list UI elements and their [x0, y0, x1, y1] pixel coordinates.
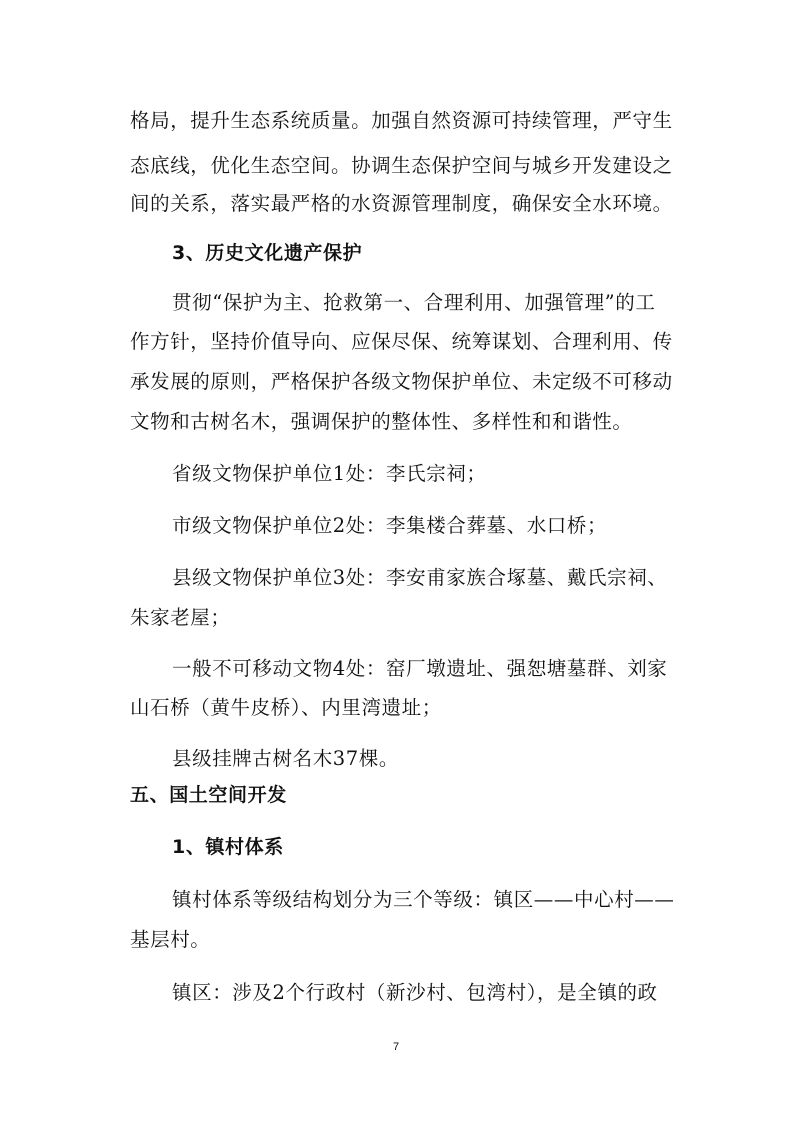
general-relic-item: 一般不可移动文物4处：窑厂墩遗址、强恕塘墓群、刘家 — [172, 657, 668, 680]
paragraph-line: 文物和古树名木，强调保护的整体性、多样性和和谐性。 — [130, 410, 633, 433]
paragraph-line: 镇村体系等级结构划分为三个等级：镇区——中心村—— — [172, 888, 675, 911]
general-relic-item-cont: 山石桥（黄牛皮桥）、内里湾遗址； — [130, 696, 442, 719]
page-number: 7 — [393, 1041, 400, 1053]
city-heritage-item: 市级文物保护单位2处：李集楼合葬墓、水口桥； — [172, 514, 608, 537]
provincial-heritage-item: 省级文物保护单位1处：李氏宗祠； — [172, 462, 487, 485]
paragraph-line: 态底线，优化生态空间。协调生态保护空间与城乡开发建设之 — [130, 154, 673, 177]
subsection-heading-town-system: 1、镇村体系 — [172, 836, 284, 858]
paragraph-line: 作方针，坚持价值导向、应保尽保、统筹谋划、合理利用、传 — [130, 330, 673, 353]
county-heritage-item-cont: 朱家老屋； — [130, 606, 231, 629]
paragraph-line: 间的关系，落实最严格的水资源管理制度，确保安全水环境。 — [130, 192, 673, 215]
county-heritage-item: 县级文物保护单位3处：李安甫家族合塚墓、戴氏宗祠、 — [172, 566, 668, 589]
paragraph-line: 格局，提升生态系统质量。加强自然资源可持续管理，严守生 — [130, 109, 673, 132]
section-heading-land-space: 五、国土空间开发 — [130, 784, 287, 806]
paragraph-line: 镇区：涉及2个行政村（新沙村、包湾村），是全镇的政 — [172, 981, 658, 1004]
ancient-trees-item: 县级挂牌古树名木37棵。 — [172, 747, 400, 770]
subsection-heading-heritage: 3、历史文化遗产保护 — [172, 242, 363, 264]
paragraph-line: 承发展的原则，严格保护各级文物保护单位、未定级不可移动 — [130, 370, 673, 393]
paragraph-line: 基层村。 — [130, 928, 211, 951]
paragraph-line: 贯彻“保护为主、抢救第一、合理利用、加强管理”的工 — [172, 291, 656, 314]
